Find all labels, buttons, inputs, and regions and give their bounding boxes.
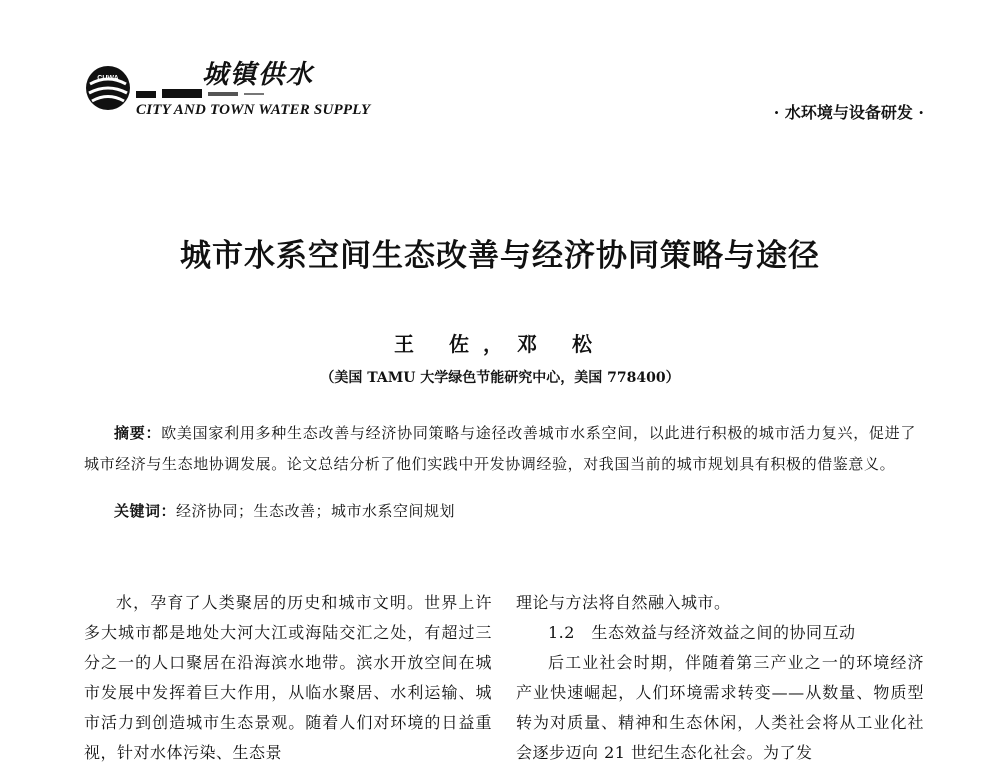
keywords-label: 关键词： <box>114 502 177 520</box>
abstract <box>84 418 916 480</box>
keywords-text: 经济协同；生态改善；城市水系空间规划 <box>176 502 456 520</box>
body-paragraph: 后工业社会时期，伴随着第三产业之一的环境经济产业快速崛起，人们环境需求转变——从数量、物质型转为对质量、精神和生态休闲，人类社会将从工业化社会逐步迈向 21 世纪生态化社会。为了发 <box>516 653 924 762</box>
body-column-right <box>516 588 924 768</box>
section-heading: 1.2 生态效益与经济效益之间的协同互动 <box>548 623 856 642</box>
article-authors: 王 佐，邓 松 <box>394 332 606 356</box>
column-tag: · 水环境与设备研发 · <box>773 103 924 122</box>
body-paragraph: 水，孕育了人类聚居的历史和城市文明。世界上许多大城市都是地处大河大江或海陆交汇之处，有超过三分之一的人口聚居在沿海滨水地带。滨水开放空间在城市发展中发挥着巨大作用，从临水聚居、水利运输、城市活力到创造城市生态景观。随着人们对环境的日益重视，针对水体污染、生态景 <box>84 593 492 762</box>
body-paragraph-continued: 理论与方法将自然融入城市。 <box>516 593 731 612</box>
journal-name-cn: 城镇供水 <box>202 60 315 90</box>
article-title: 城市水系空间生态改善与经济协同策略与途径 <box>180 238 820 274</box>
logo-badge-text: CUWA <box>97 75 119 82</box>
journal-logo-icon <box>84 64 132 112</box>
journal-header <box>84 50 924 130</box>
body-column-left <box>84 588 492 768</box>
logo-stripes-icon <box>136 88 316 100</box>
keywords <box>114 500 455 521</box>
abstract-text: 欧美国家利用多种生态改善与经济协同策略与途径改善城市水系空间，以此进行积极的城市活力复兴，促进了城市经济与生态地协调发展。论文总结分析了他们实践中开发协调经验，对我国当前的城市规划具有积极的借鉴意义。 <box>84 424 916 473</box>
abstract-label: 摘要： <box>114 424 162 442</box>
article-affiliation: （美国 TAMU 大学绿色节能研究中心，美国 778400） <box>320 370 680 386</box>
journal-name-en: CITY AND TOWN WATER SUPPLY <box>136 102 371 118</box>
